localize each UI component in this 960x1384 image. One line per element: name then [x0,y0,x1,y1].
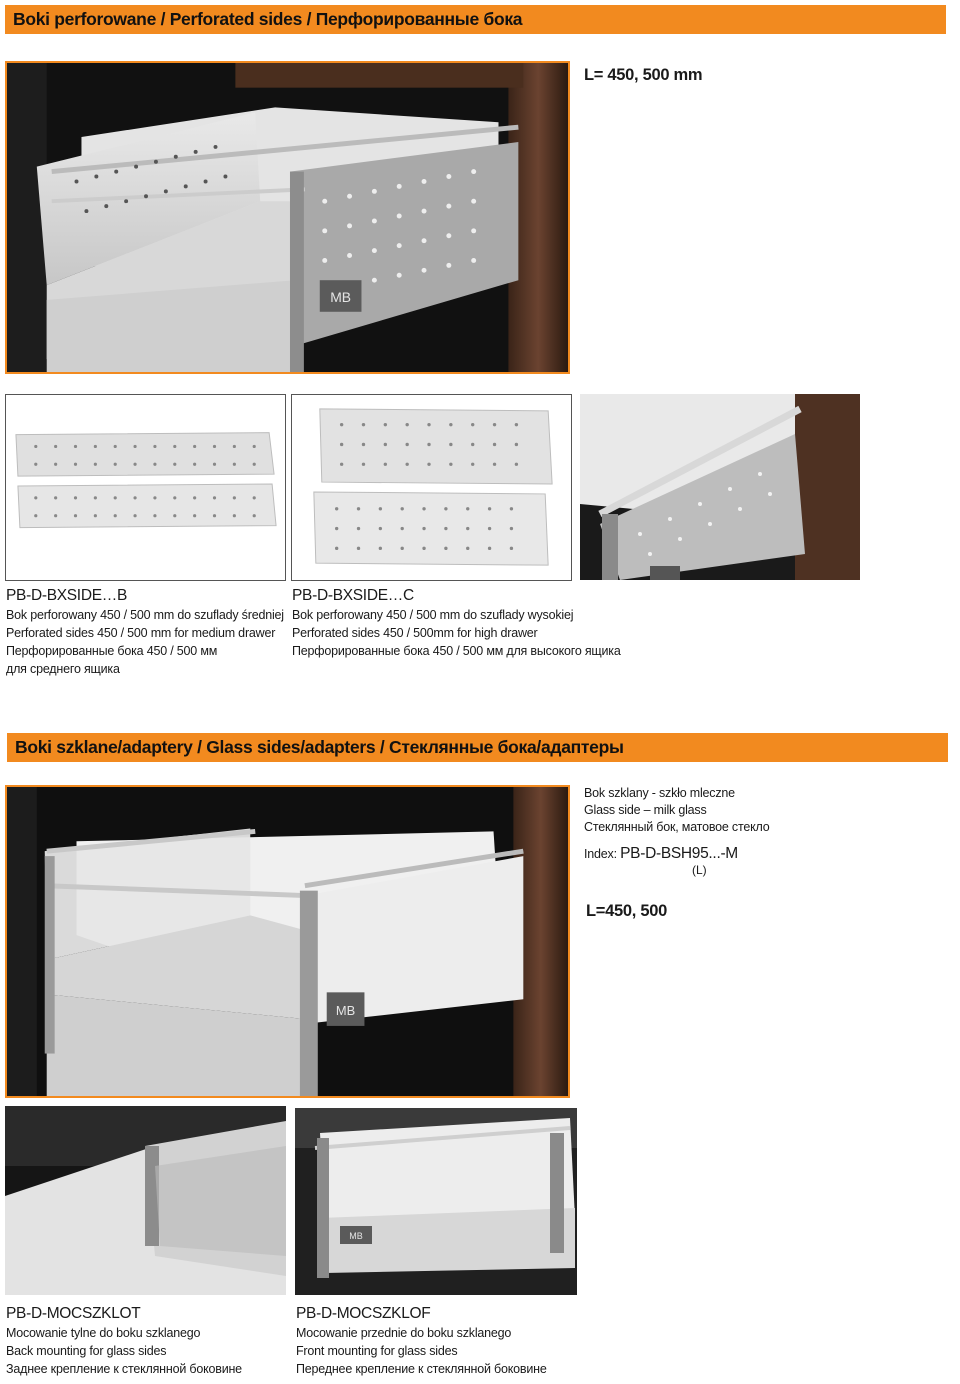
caption-line: Перфорированные бока 450 / 500 мм для высокого ящика [292,644,621,658]
section-header-glass: Boki szklane/adaptery / Glass sides/adapters / Стеклянные бока/адаптеры [7,733,948,762]
caption-bxside-b [6,586,286,678]
caption-line: Perforated sides 450 / 500 mm for medium drawer [6,626,276,640]
caption-line: Bok perforowany 450 / 500 mm do szuflady średniej [6,608,284,622]
caption-line: Front mounting for glass sides [296,1344,458,1358]
caption-line: Перфорированные бока 450 / 500 мм [6,644,218,658]
caption-line: Mocowanie tylne do boku szklanego [6,1326,201,1340]
length-label-perforated: L= 450, 500 mm [584,66,703,84]
caption-line: Back mounting for glass sides [6,1344,167,1358]
caption-line: для среднего ящика [6,662,120,676]
section-header-perforated: Boki perforowane / Perforated sides / Перфорированные бока [5,5,946,34]
index-prefix: Index: [584,847,621,861]
mb-badge: MB [335,1003,356,1019]
caption-line: Mocowanie przednie do boku szklanego [296,1326,512,1340]
index-code: PB-D-BSH95...-M [620,845,738,862]
glass-drawer-photo [5,785,570,1098]
glass-index [584,844,884,864]
perforated-side-medium-photo [5,394,286,581]
perforated-side-high-photo [291,394,572,581]
length-label-glass: L=450, 500 [586,902,667,920]
perforated-detail-photo [580,394,860,580]
glass-side-description [584,785,884,836]
caption-line: Perforated sides 450 / 500mm for high drawer [292,626,538,640]
caption-line: Переднее крепление к стеклянной боковине [296,1362,547,1376]
caption-line: Заднее крепление к стеклянной боковине [6,1362,242,1376]
mb-badge: MB [349,1231,363,1241]
mb-badge: MB [330,288,352,305]
perforated-drawer-photo [5,61,570,374]
product-code: PB-D-BXSIDE…C [292,587,414,604]
desc-line: Стеклянный бок, матовое стекло [584,820,770,834]
desc-line: Bok szklany - szkło mleczne [584,786,735,800]
index-suffix: (L) [692,863,707,877]
back-mounting-photo [5,1106,286,1295]
caption-mocszklot [6,1304,286,1378]
caption-mocszklof [296,1304,596,1378]
product-code: PB-D-MOCSZKLOT [6,1305,141,1322]
desc-line: Glass side – milk glass [584,803,707,817]
product-code: PB-D-BXSIDE…B [6,587,127,604]
product-code: PB-D-MOCSZKLOF [296,1305,431,1322]
front-mounting-photo [295,1108,577,1295]
caption-line: Bok perforowany 450 / 500 mm do szuflady wysokiej [292,608,574,622]
caption-bxside-c [292,586,692,660]
